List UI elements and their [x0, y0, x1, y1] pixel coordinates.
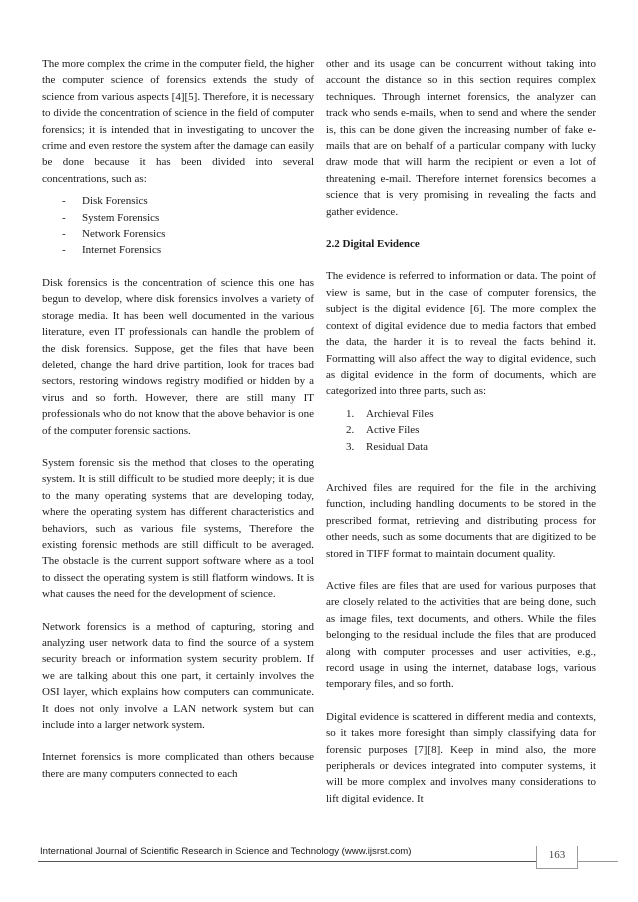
paragraph-intro: The more complex the crime in the computer field, the higher the computer science of forensics extends the study of science from various aspects [4][5]. Therefore, it is necessary to divide the concentration of science in the field of computer forensics; it is intended that in investigating to uncover the crime and even restore the system after the damage can easily be done because it has been divided into several concentrations, such as:	[42, 58, 314, 185]
list-item	[346, 406, 596, 422]
page-number: 163	[548, 849, 566, 861]
right-column	[326, 56, 596, 807]
paragraph-digital-evidence-scattered: Digital evidence is scattered in different media and contexts, so it takes more foresight than simply classifying data for forensic purposes [7][8]. Keep in mind also, the more peripherals or devices integrated into computer systems, it will be more complex and involves many considerations to lift digital evidence. It	[326, 710, 596, 805]
page-number-box	[536, 846, 578, 869]
paragraph-disk-forensics: Disk forensics is the concentration of science this one has begun to develop, where disk forensics involves a variety of storage media. It has been well documented in the various literature, even IT professionals can handle the problem of the disk forensics. Suppose, get the files that have been deleted, change the hard drive partition, look for traces bad sectors, restoring windows registry modified or hidden by a virus and so forth. However, there are still many IT professionals who do not know that the above behavior is one of the computer forensic sactions.	[42, 276, 314, 437]
journal-name: International Journal of Scientific Research in Science and Technology (www.ijsrst.com)	[40, 846, 412, 857]
paragraph-internet-forensics: Internet forensics is more complicated than others because there are many computers connected to each	[42, 751, 314, 780]
list-item: - Network Forensics	[62, 226, 314, 242]
list-item: - Disk Forensics	[62, 193, 314, 209]
list-item	[346, 422, 596, 438]
paragraph-internet-forensics-cont: other and its usage can be concurrent without taking into account the distance so in this section requires complex techniques. Through internet forensics, the analyzer can track who sends e-mails, when to send and where the sender is, this can be done given the increasing number of fake e-mails that are on behalf of a particular company with lucky draw mode that will harm the recipient or even a lot of threatening e-mail. Therefore internet forensics becomes a science that is very promising in revealing the facts and gather evidence.	[326, 58, 596, 218]
list-text: Residual Data	[366, 440, 429, 453]
list-text: Archieval Files	[366, 407, 434, 420]
page-footer	[38, 844, 580, 862]
section-heading: 2.2 Digital Evidence	[326, 238, 420, 251]
list-item: - Internet Forensics	[62, 242, 314, 258]
list-text: Active Files	[366, 424, 420, 437]
left-column	[42, 56, 314, 782]
paragraph-network-forensics: Network forensics is a method of capturing, storing and analyzing user network data to find the source of a system security breach or information system security problem. If we are talking about this one part, it certainly involves the OSI layer, which explains how computers can communicate. It does not only involve a LAN network system but can include into a larger network system.	[42, 620, 314, 732]
list-number: 3.	[346, 440, 355, 453]
paragraph-digital-evidence: The evidence is referred to information or data. The point of view is same, but in the case of computer forensics, the subject is the digital evidence [6]. The more complex the context of digital evidence due to media factors that embed the data, the harder it is to reveal the facts behind it. Formatting will also affect the way to digital evidence, such as digital evidence in the form of documents, which are categorized into three parts, such as:	[326, 270, 596, 398]
paragraph-archived-files: Archived files are required for the file in the archiving function, including handling documents to be stored in the prescribed format, retrieving and distributing process for other needs, such as some documents that are digitized to be stored in TIFF format to maintain document quality.	[326, 481, 596, 560]
evidence-categories-list	[326, 406, 596, 455]
footer-rule	[38, 861, 574, 862]
list-item: - System Forensics	[62, 210, 314, 226]
paragraph-active-files: Active files are files that are used for various purposes that are closely related to the activities that are being done, such as image files, text documents, and others. While the files belonging to the residual include the files that are produced along with computer processes and user activities, e.g., record usage in using the internet, database logs, various temporary files, and so forth.	[326, 579, 596, 691]
paragraph-system-forensics: System forensic sis the method that closes to the operating system. It is still difficult to be studied more deeply; it is due to the many operating systems that are developing today, where the operating system has different characteristics and behaviors, such as various file systems, Therefore the existing forensic methods are still difficult to be averaged. The obstacle is the current support software where as a tool to dissect the operating system is still flatform windows. It is what causes the need for the development of science.	[42, 456, 314, 601]
list-number: 1.	[346, 407, 355, 420]
forensics-concentrations-list	[42, 193, 314, 259]
list-number: 2.	[346, 424, 355, 437]
list-item	[346, 439, 596, 455]
footer-rule-tail	[578, 861, 618, 862]
